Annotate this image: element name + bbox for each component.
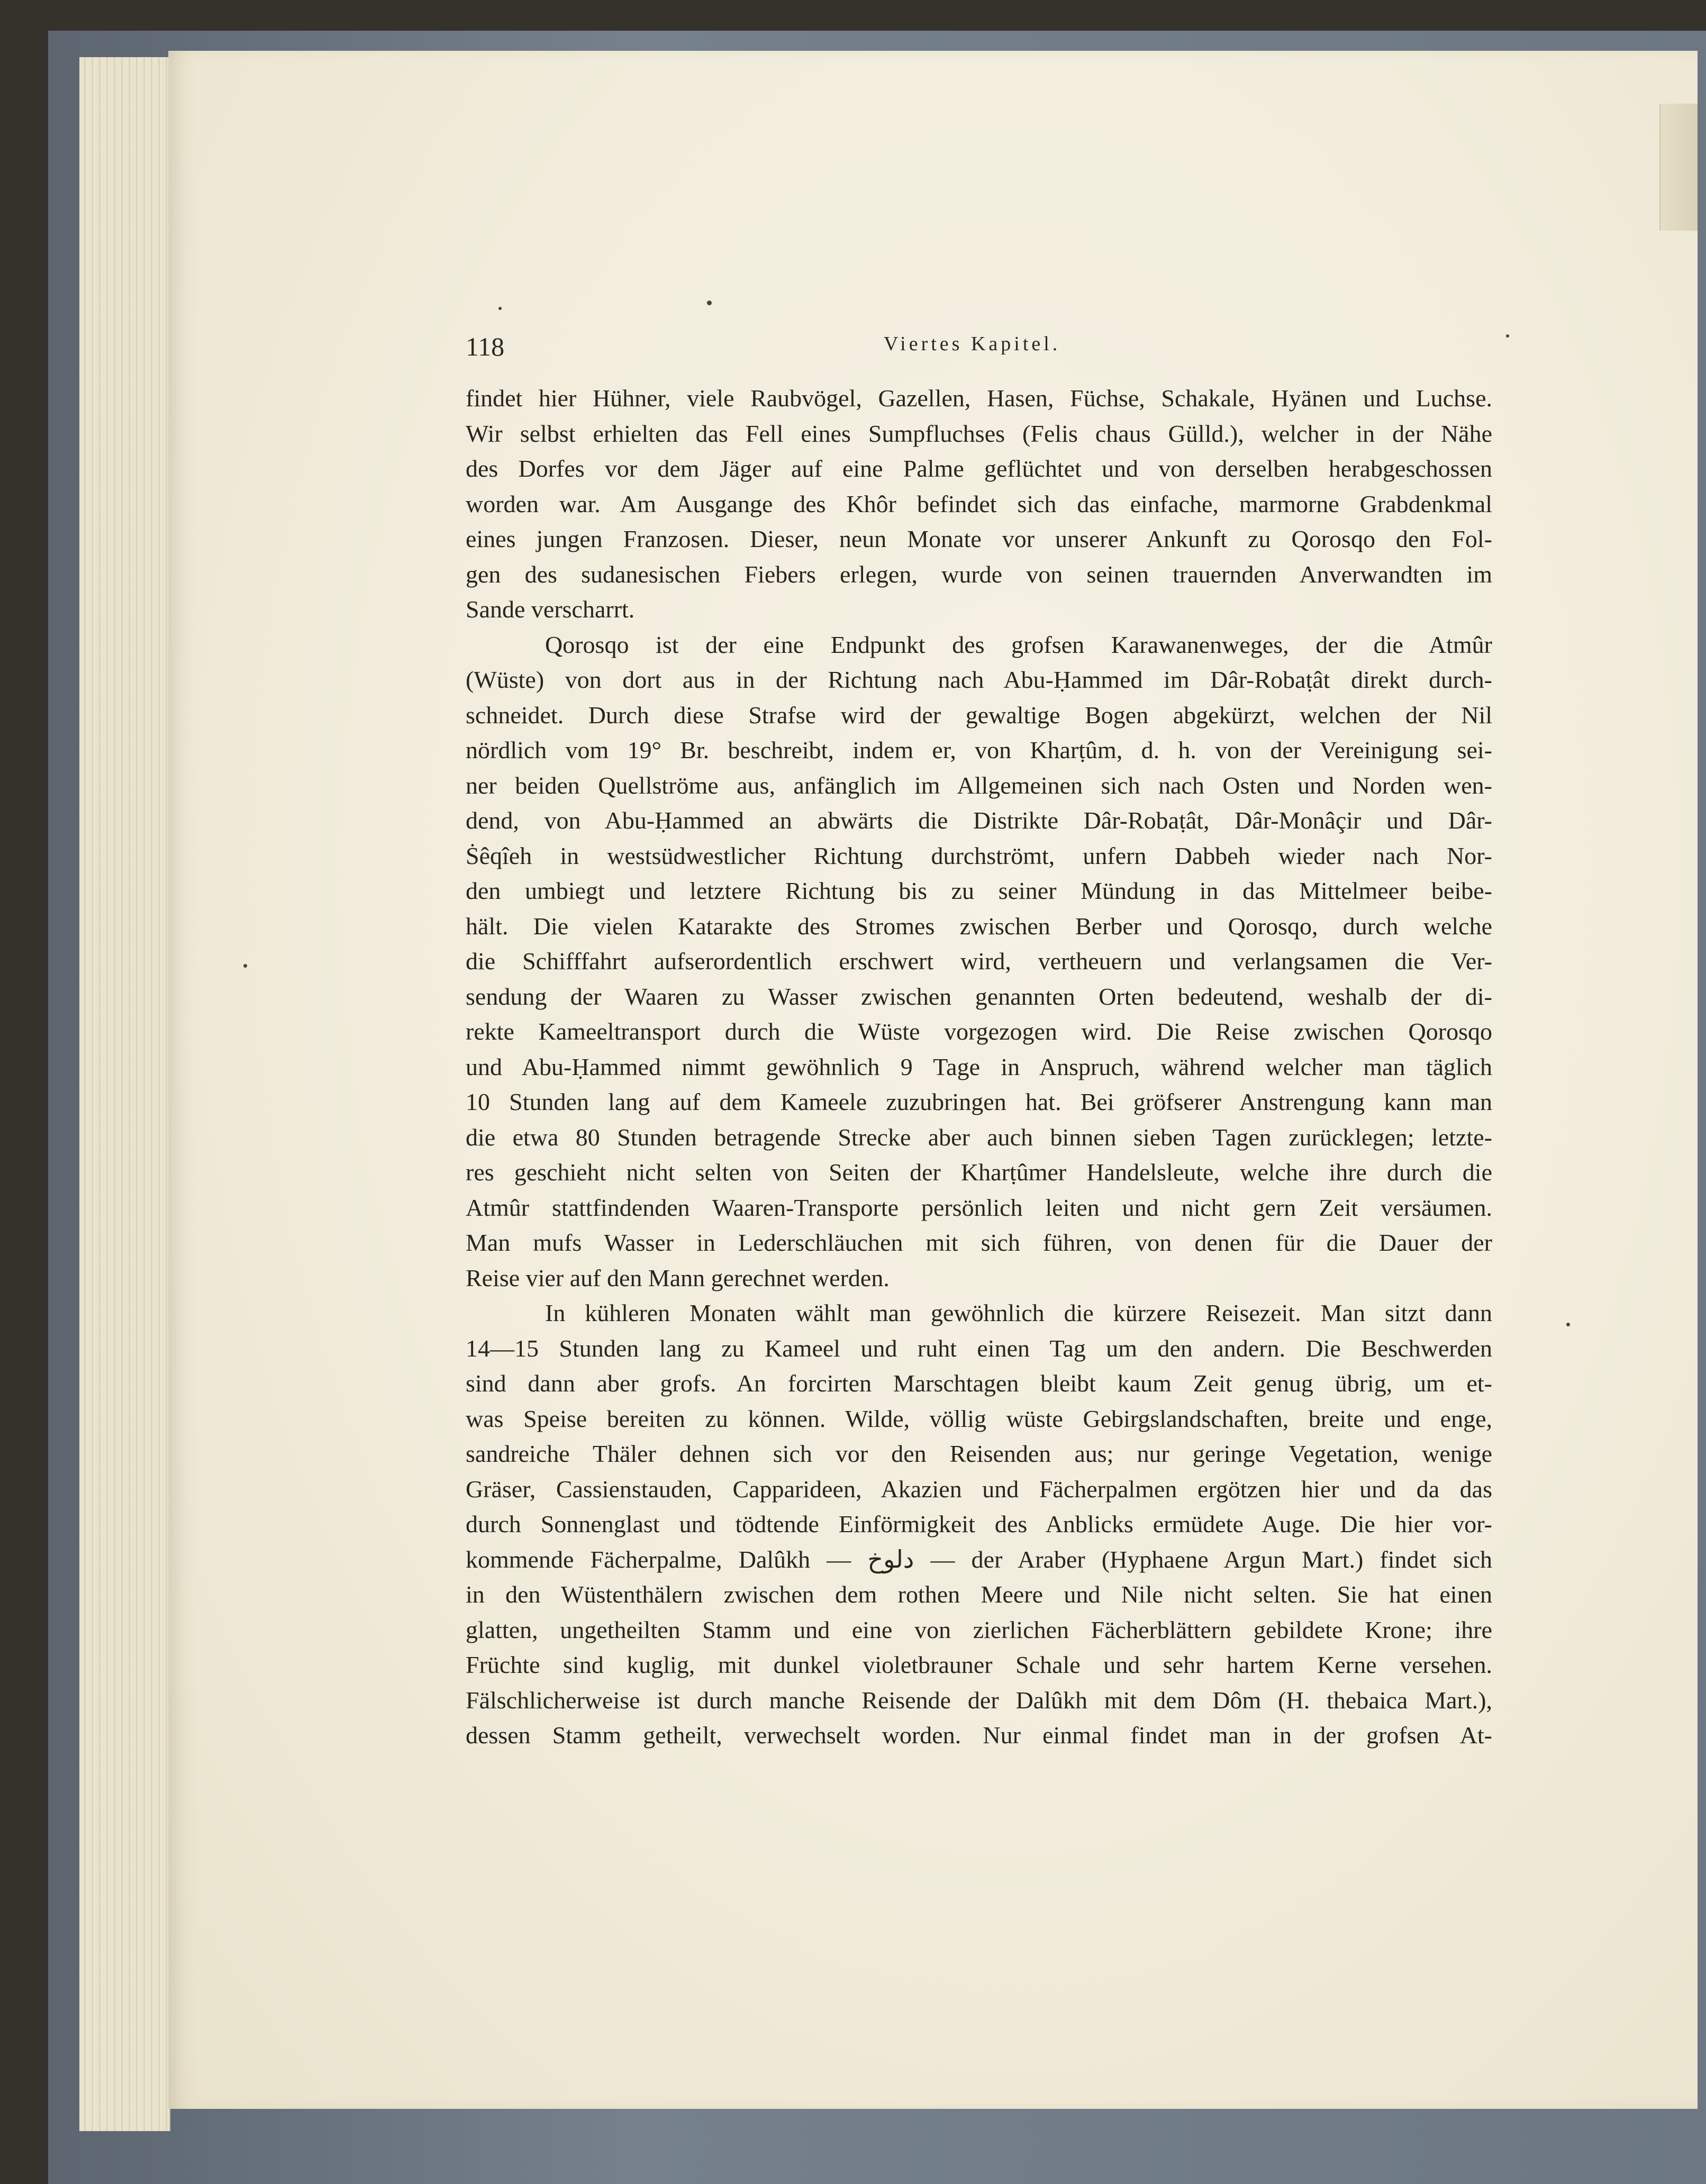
text-line: kommende Fächerpalme, Dalûkh — دلوخ — der Araber (Hyphaene Argun Mart.) findet sich: [466, 1545, 1492, 1573]
page-number: 118: [466, 332, 505, 361]
text-line: sind dann aber grofs. An forcirten Marschtagen bleibt kaum Zeit genug übrig, um et-: [466, 1370, 1492, 1397]
text-line: findet hier Hühner, viele Raubvögel, Gazellen, Hasen, Füchse, Schakale, Hyänen und Luchse.: [466, 385, 1492, 412]
text-line: 10 Stunden lang auf dem Kameele zuzubringen hat. Bei gröfserer Anstrengung kann man: [466, 1088, 1492, 1115]
text-line: des Dorfes vor dem Jäger auf eine Palme geflüchtet und von derselben herabgeschossen: [466, 455, 1492, 482]
text-line: glatten, ungetheilten Stamm und eine von zierlichen Fächerblättern gebildete Krone; ihre: [466, 1616, 1492, 1643]
running-title: Viertes Kapitel.: [884, 333, 1061, 355]
text-line: durch Sonnenglast und tödtende Einförmigkeit des Anblicks ermüdete Auge. Die hier vor-: [466, 1510, 1492, 1537]
text-line: sandreiche Thäler dehnen sich vor den Reisenden aus; nur geringe Vegetation, wenige: [466, 1440, 1492, 1467]
text-line: die Schifffahrt aufserordentlich erschwert wird, vertheuern und verlangsamen die Ver-: [466, 948, 1492, 975]
text-line: in den Wüstenthälern zwischen dem rothen Meere und Nile nicht selten. Sie hat einen: [466, 1581, 1492, 1608]
text-line: In kühleren Monaten wählt man gewöhnlich die kürzere Reisezeit. Man sitzt dann: [545, 1299, 1492, 1326]
text-line: Atmûr stattfindenden Waaren-Transporte persönlich leiten und nicht gern Zeit versäumen.: [466, 1194, 1492, 1221]
text-line: den umbiegt und letztere Richtung bis zu seiner Mündung in das Mittelmeer beibe-: [466, 877, 1492, 904]
text-line: dessen Stamm getheilt, verwechselt worden. Nur einmal findet man in der grofsen At-: [466, 1722, 1492, 1749]
body-text: [466, 381, 1492, 1753]
text-line: Sande verscharrt.: [466, 596, 635, 623]
text-line: und Abu-Ḥammed nimmt gewöhnlich 9 Tage in Anspruch, während welcher man täglich: [466, 1053, 1492, 1080]
text-line: gen des sudanesischen Fiebers erlegen, wurde von seinen trauernden Anverwandten im: [466, 560, 1492, 588]
text-line: was Speise bereiten zu können. Wilde, völlig wüste Gebirgslandschaften, breite und enge,: [466, 1405, 1492, 1432]
text-line: dend, von Abu-Ḥammed an abwärts die Distrikte Dâr-Robaṭât, Dâr-Monâçir und Dâr-: [466, 807, 1492, 834]
text-line: worden war. Am Ausgange des Khôr befindet sich das einfache, marmorne Grabdenkmal: [466, 490, 1492, 517]
text-line: sendung der Waaren zu Wasser zwischen genannten Orten bedeutend, weshalb der di-: [466, 982, 1492, 1010]
text-line: res geschieht nicht selten von Seiten der Kharṭûmer Handelsleute, welche ihre durch die: [466, 1159, 1492, 1186]
text-line: die etwa 80 Stunden betragende Strecke aber auch binnen sieben Tagen zurücklegen; letzte-: [466, 1123, 1492, 1151]
text-line: Gräser, Cassienstauden, Capparideen, Akazien und Fächerpalmen ergötzen hier und da das: [466, 1475, 1492, 1503]
text-line: Wir selbst erhielten das Fell eines Sumpfluchses (Felis chaus Gülld.), welcher in der Nähe: [466, 420, 1492, 447]
text-line: Fälschlicherweise ist durch manche Reisende der Dalûkh mit dem Dôm (H. thebaica Mart.),: [466, 1686, 1492, 1714]
text-line: eines jungen Franzosen. Dieser, neun Monate vor unserer Ankunft zu Qorosqo den Fol-: [466, 525, 1492, 552]
text-line: Früchte sind kuglig, mit dunkel violetbrauner Schale und sehr hartem Kerne versehen.: [466, 1651, 1492, 1678]
text-line: Ṡêqîeh in westsüdwestlicher Richtung durchströmt, unfern Dabbeh wieder nach Nor-: [466, 842, 1492, 869]
text-line: Reise vier auf den Mann gerechnet werden.: [466, 1264, 890, 1291]
text-line: hält. Die vielen Katarakte des Stromes zwischen Berber und Qorosqo, durch welche: [466, 912, 1492, 940]
page-curl: [1659, 104, 1698, 231]
text-line: schneidet. Durch diese Strafse wird der gewaltige Bogen abgekürzt, welchen der Nil: [466, 701, 1492, 729]
text-line: 14—15 Stunden lang zu Kameel und ruht einen Tag um den andern. Die Beschwerden: [466, 1334, 1492, 1362]
page-header: [466, 331, 1524, 374]
text-line: (Wüste) von dort aus in der Richtung nach Abu-Ḥammed im Dâr-Robaṭât direkt durch-: [466, 666, 1492, 693]
text-line: rekte Kameeltransport durch die Wüste vorgezogen wird. Die Reise zwischen Qorosqo: [466, 1018, 1492, 1045]
text-line: Man mufs Wasser in Lederschläuchen mit sich führen, von denen für die Dauer der: [466, 1229, 1492, 1256]
text-line: Qorosqo ist der eine Endpunkt des grofsen Karawanenweges, der die Atmûr: [545, 631, 1492, 658]
page-edges: [79, 57, 170, 2131]
text-line: ner beiden Quellströme aus, anfänglich im Allgemeinen sich nach Osten und Norden wen-: [466, 771, 1492, 799]
text-line: nördlich vom 19° Br. beschreibt, indem er, von Kharṭûm, d. h. von der Vereinigung sei-: [466, 736, 1492, 763]
